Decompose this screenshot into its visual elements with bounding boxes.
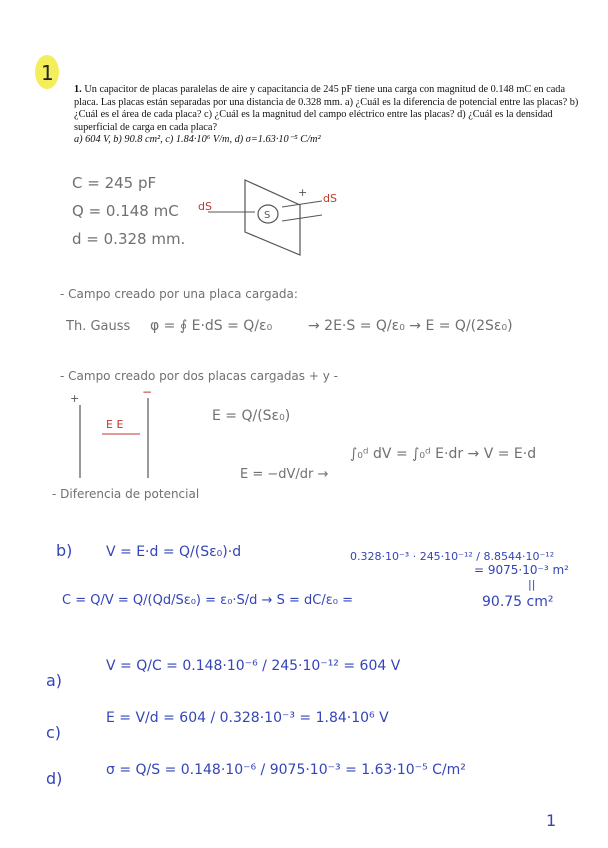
solution-a-equation: V = Q/C = 0.148·10⁻⁶ / 245·10⁻¹² = 604 V (106, 658, 401, 674)
sketch-ds-left: dS (198, 200, 212, 213)
given-charge: Q = 0.148 mC (72, 202, 179, 220)
sketch-plus: + (298, 186, 308, 199)
solution-capacitance-equation: C = Q/V = Q/(Qd/Sε₀) = ε₀·S/d → S = dC/ε₀ = (62, 593, 353, 608)
sketch-s-label: S (264, 210, 271, 221)
plate-plus-sign: + (70, 392, 80, 405)
note-integral: ∫₀ᵈ dV = ∫₀ᵈ E·dr → V = E·d (350, 446, 537, 462)
solution-c-label: c) (46, 723, 62, 742)
given-distance: d = 0.328 mm. (72, 230, 186, 248)
solution-a-label: a) (46, 671, 63, 690)
plate-sketch (198, 180, 337, 255)
note-gauss-result: → 2E·S = Q/ε₀ → E = Q/(2Sε₀) (308, 318, 513, 334)
note-campo-dos-placas: - Campo creado por dos placas cargadas + y - (60, 369, 338, 383)
problem-number: 1. (74, 84, 82, 95)
page-number: 1 (546, 811, 557, 830)
note-diferencia-potencial: - Diferencia de potencial (52, 487, 200, 501)
sketch-ds-right: dS (323, 192, 337, 205)
note-field-two-plates: E = Q/(Sε₀) (212, 408, 291, 424)
problem-text: Un capacitor de placas paralelas de aire y capacitancia de 245 pF tiene una carga con magnitud de 0.148 mC en cada placa. Las placas están separadas por una distancia de 0.328 mm. a) ¿Cuál es la diferencia de potencial entre las placas? b) ¿Cuál es el área de cada placa? c) ¿Cuál es la magnitud del campo eléctrico entre las placas? d) ¿Cuál es la densidad superficial de carga en cada placa? (74, 84, 579, 133)
solution-d-equation: σ = Q/S = 0.148·10⁻⁶ / 9075·10⁻³ = 1.63·10⁻⁵ C/m² (106, 762, 466, 778)
problem-answers: a) 604 V, b) 90.8 cm², c) 1.84·10⁶ V/m, d) σ=1.63·10⁻⁵ C/m² (74, 134, 321, 146)
solution-s-result: = 9075·10⁻³ m² (474, 563, 569, 577)
note-gauss: Th. Gauss (66, 319, 131, 334)
note-e-minus-dvdr: E = −dV/dr → (240, 467, 329, 482)
given-capacitance: C = 245 pF (72, 174, 157, 192)
solution-b-v-equation: V = E·d = Q/(Sε₀)·d (106, 544, 242, 560)
solution-c-equation: E = V/d = 604 / 0.328·10⁻³ = 1.84·10⁶ V (106, 710, 389, 726)
plate-field-labels: E E (106, 418, 124, 431)
note-gauss-equation: φ = ∮ E·dS = Q/ε₀ (150, 318, 273, 334)
solution-s-fraction: 0.328·10⁻³ · 245·10⁻¹² / 8.8544·10⁻¹² (350, 550, 555, 563)
plate-minus-sign: − (142, 385, 153, 399)
solution-equivalence: || (528, 578, 536, 591)
corner-number: 1 (41, 61, 54, 85)
solution-area-cm2: 90.75 cm² (482, 594, 554, 610)
solution-d-label: d) (46, 769, 63, 788)
solution-b-label: b) (56, 541, 73, 560)
note-campo-una-placa: - Campo creado por una placa cargada: (60, 287, 298, 301)
two-plates-sketch (70, 385, 152, 478)
